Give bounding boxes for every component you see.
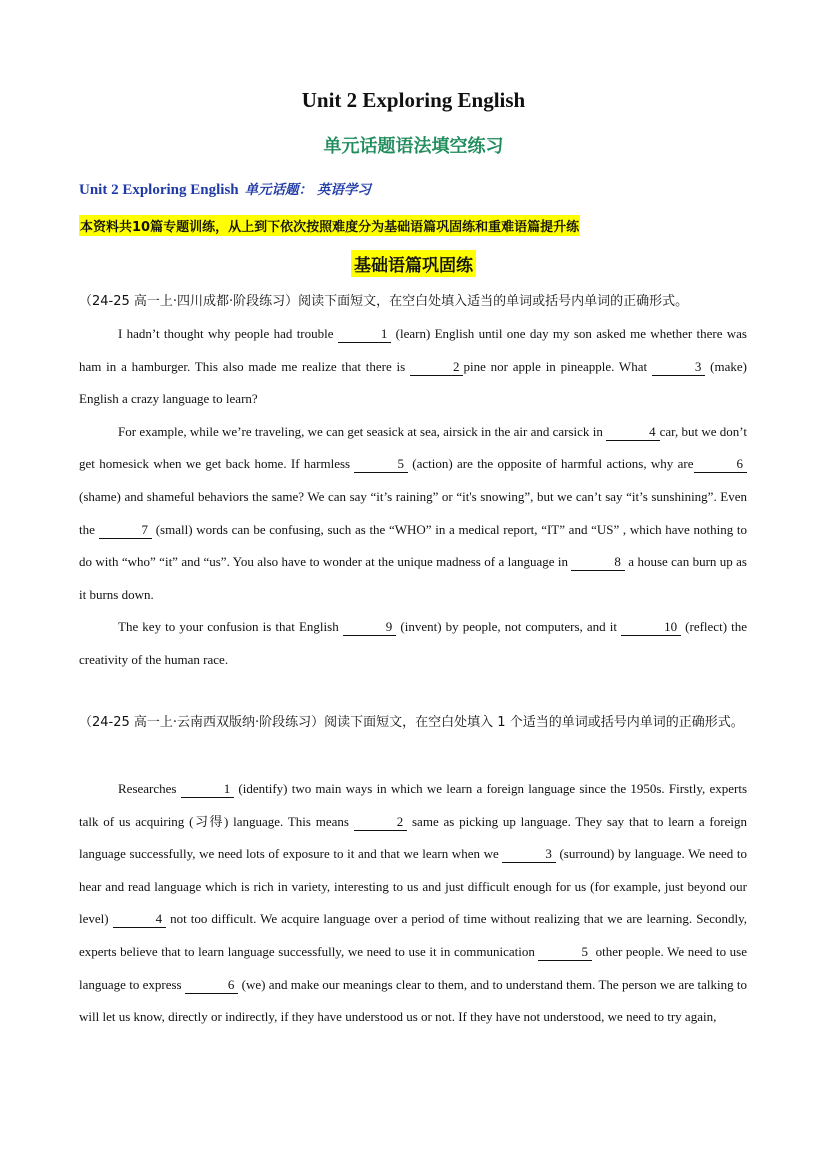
text-run: same as picking up language. They say that to learn a foreign language successfully, we need lots of exposure to it and that we learn when we bbox=[79, 813, 747, 862]
text-run: (surround) by language. We need to hear and read language which is rich in variety, interesting to us and just difficult enough for us (for example, just beyond our level) bbox=[79, 846, 747, 927]
passage2-paragraph bbox=[79, 773, 747, 1034]
unit-name: Unit 2 Exploring English bbox=[79, 182, 239, 198]
unit-topic-line bbox=[79, 178, 371, 199]
text-run: not too difficult. We acquire language over a period of time without realizing that we are learning. Secondly, experts believe that to learn language successfully, we need to use it in communication bbox=[79, 911, 747, 959]
passage1-paragraph bbox=[79, 611, 747, 676]
answer-blank[interactable]: 2 bbox=[410, 359, 464, 376]
answer-blank[interactable]: 5 bbox=[538, 944, 592, 961]
text-run: The key to your confusion is that English bbox=[118, 619, 343, 635]
answer-blank[interactable]: 6 bbox=[185, 977, 239, 994]
text-run: (invent) by people, not computers, and it bbox=[396, 619, 622, 635]
text-run: (identify) two main ways in which we learn a foreign language since the 1950s. Firstly, experts talk of us acquiring (习得) language. This means bbox=[79, 781, 748, 829]
answer-blank[interactable]: 5 bbox=[354, 456, 408, 473]
text-run: other people. We need to use language to express bbox=[79, 943, 748, 992]
answer-blank[interactable]: 2 bbox=[354, 814, 408, 831]
passage2 bbox=[79, 773, 747, 1034]
text-run: (learn) English until one day my son asked me whether there was ham in a hamburger. This also made me realize that there is bbox=[79, 326, 747, 374]
page-title: Unit 2 Exploring English bbox=[301, 88, 526, 112]
topic-label: 单元话题： 英语学习 bbox=[244, 182, 371, 198]
answer-blank[interactable]: 6 bbox=[694, 456, 748, 473]
text-run: (reflect) the creativity of the human race. bbox=[79, 619, 747, 667]
text-run: (action) are the opposite of harmful actions, why are bbox=[407, 456, 694, 472]
answer-blank[interactable]: 8 bbox=[571, 554, 625, 571]
text-run: car, but we don’t get homesick when we get back home. If harmless bbox=[79, 423, 747, 472]
highlight-notice: 本资料共10篇专题训练，从上到下依次按照难度分为基础语篇巩固练和重难语篇提升练 bbox=[79, 215, 580, 236]
passage2-instruction: （24-25 高一上·云南西双版纳·阶段练习）阅读下面短文，在空白处填入 1 个适当的单词或括号内单词的正确形式。 bbox=[79, 715, 744, 730]
answer-blank[interactable]: 3 bbox=[652, 359, 706, 376]
passage1-paragraph bbox=[79, 318, 747, 416]
answer-blank[interactable]: 1 bbox=[181, 781, 235, 798]
text-run: (we) and make our meanings clear to them, and to understand them. The person we are talking to will let us know, directly or indirectly, if they have understood us or not. If they have not understood, we need to try again, bbox=[79, 976, 747, 1025]
section-heading-text: 基础语篇巩固练 bbox=[351, 250, 476, 277]
answer-blank[interactable]: 9 bbox=[343, 619, 397, 636]
text-run: I hadn’t thought why people had trouble bbox=[118, 326, 338, 341]
text-run: (small) words can be confusing, such as the “WHO” in a medical report, “IT” and “US” , which have nothing to do with “who” “it” and “us”. You also have to wonder at the unique madness of a language in bbox=[79, 521, 747, 570]
text-run: pine nor apple in pineapple. What bbox=[463, 358, 652, 374]
text-run: (shame) and shameful behaviors the same? We can say “it’s raining” or “it's snowing”, but we can’t say “it’s sunshining”. Even the bbox=[79, 488, 747, 537]
answer-blank[interactable]: 4 bbox=[113, 911, 167, 928]
passage1 bbox=[79, 318, 747, 677]
text-run: For example, while we’re traveling, we can get seasick at sea, airsick in the air and carsick in bbox=[118, 423, 607, 439]
answer-blank[interactable]: 1 bbox=[338, 326, 392, 343]
answer-blank[interactable]: 3 bbox=[502, 846, 556, 863]
text-run: a house can burn up as it burns down. bbox=[79, 554, 747, 602]
text-run: Researches bbox=[118, 781, 181, 796]
passage1-instruction: （24-25 高一上·四川成都·阶段练习）阅读下面短文，在空白处填入适当的单词或括号内单词的正确形式。 bbox=[79, 294, 689, 309]
section-heading bbox=[0, 250, 827, 277]
page-subtitle: 单元话题语法填空练习 bbox=[323, 136, 504, 157]
answer-blank[interactable]: 4 bbox=[606, 424, 660, 441]
text-run: (make) English a crazy language to learn? bbox=[79, 358, 747, 407]
answer-blank[interactable]: 10 bbox=[621, 619, 681, 636]
passage1-paragraph bbox=[79, 416, 747, 612]
answer-blank[interactable]: 7 bbox=[99, 522, 153, 539]
